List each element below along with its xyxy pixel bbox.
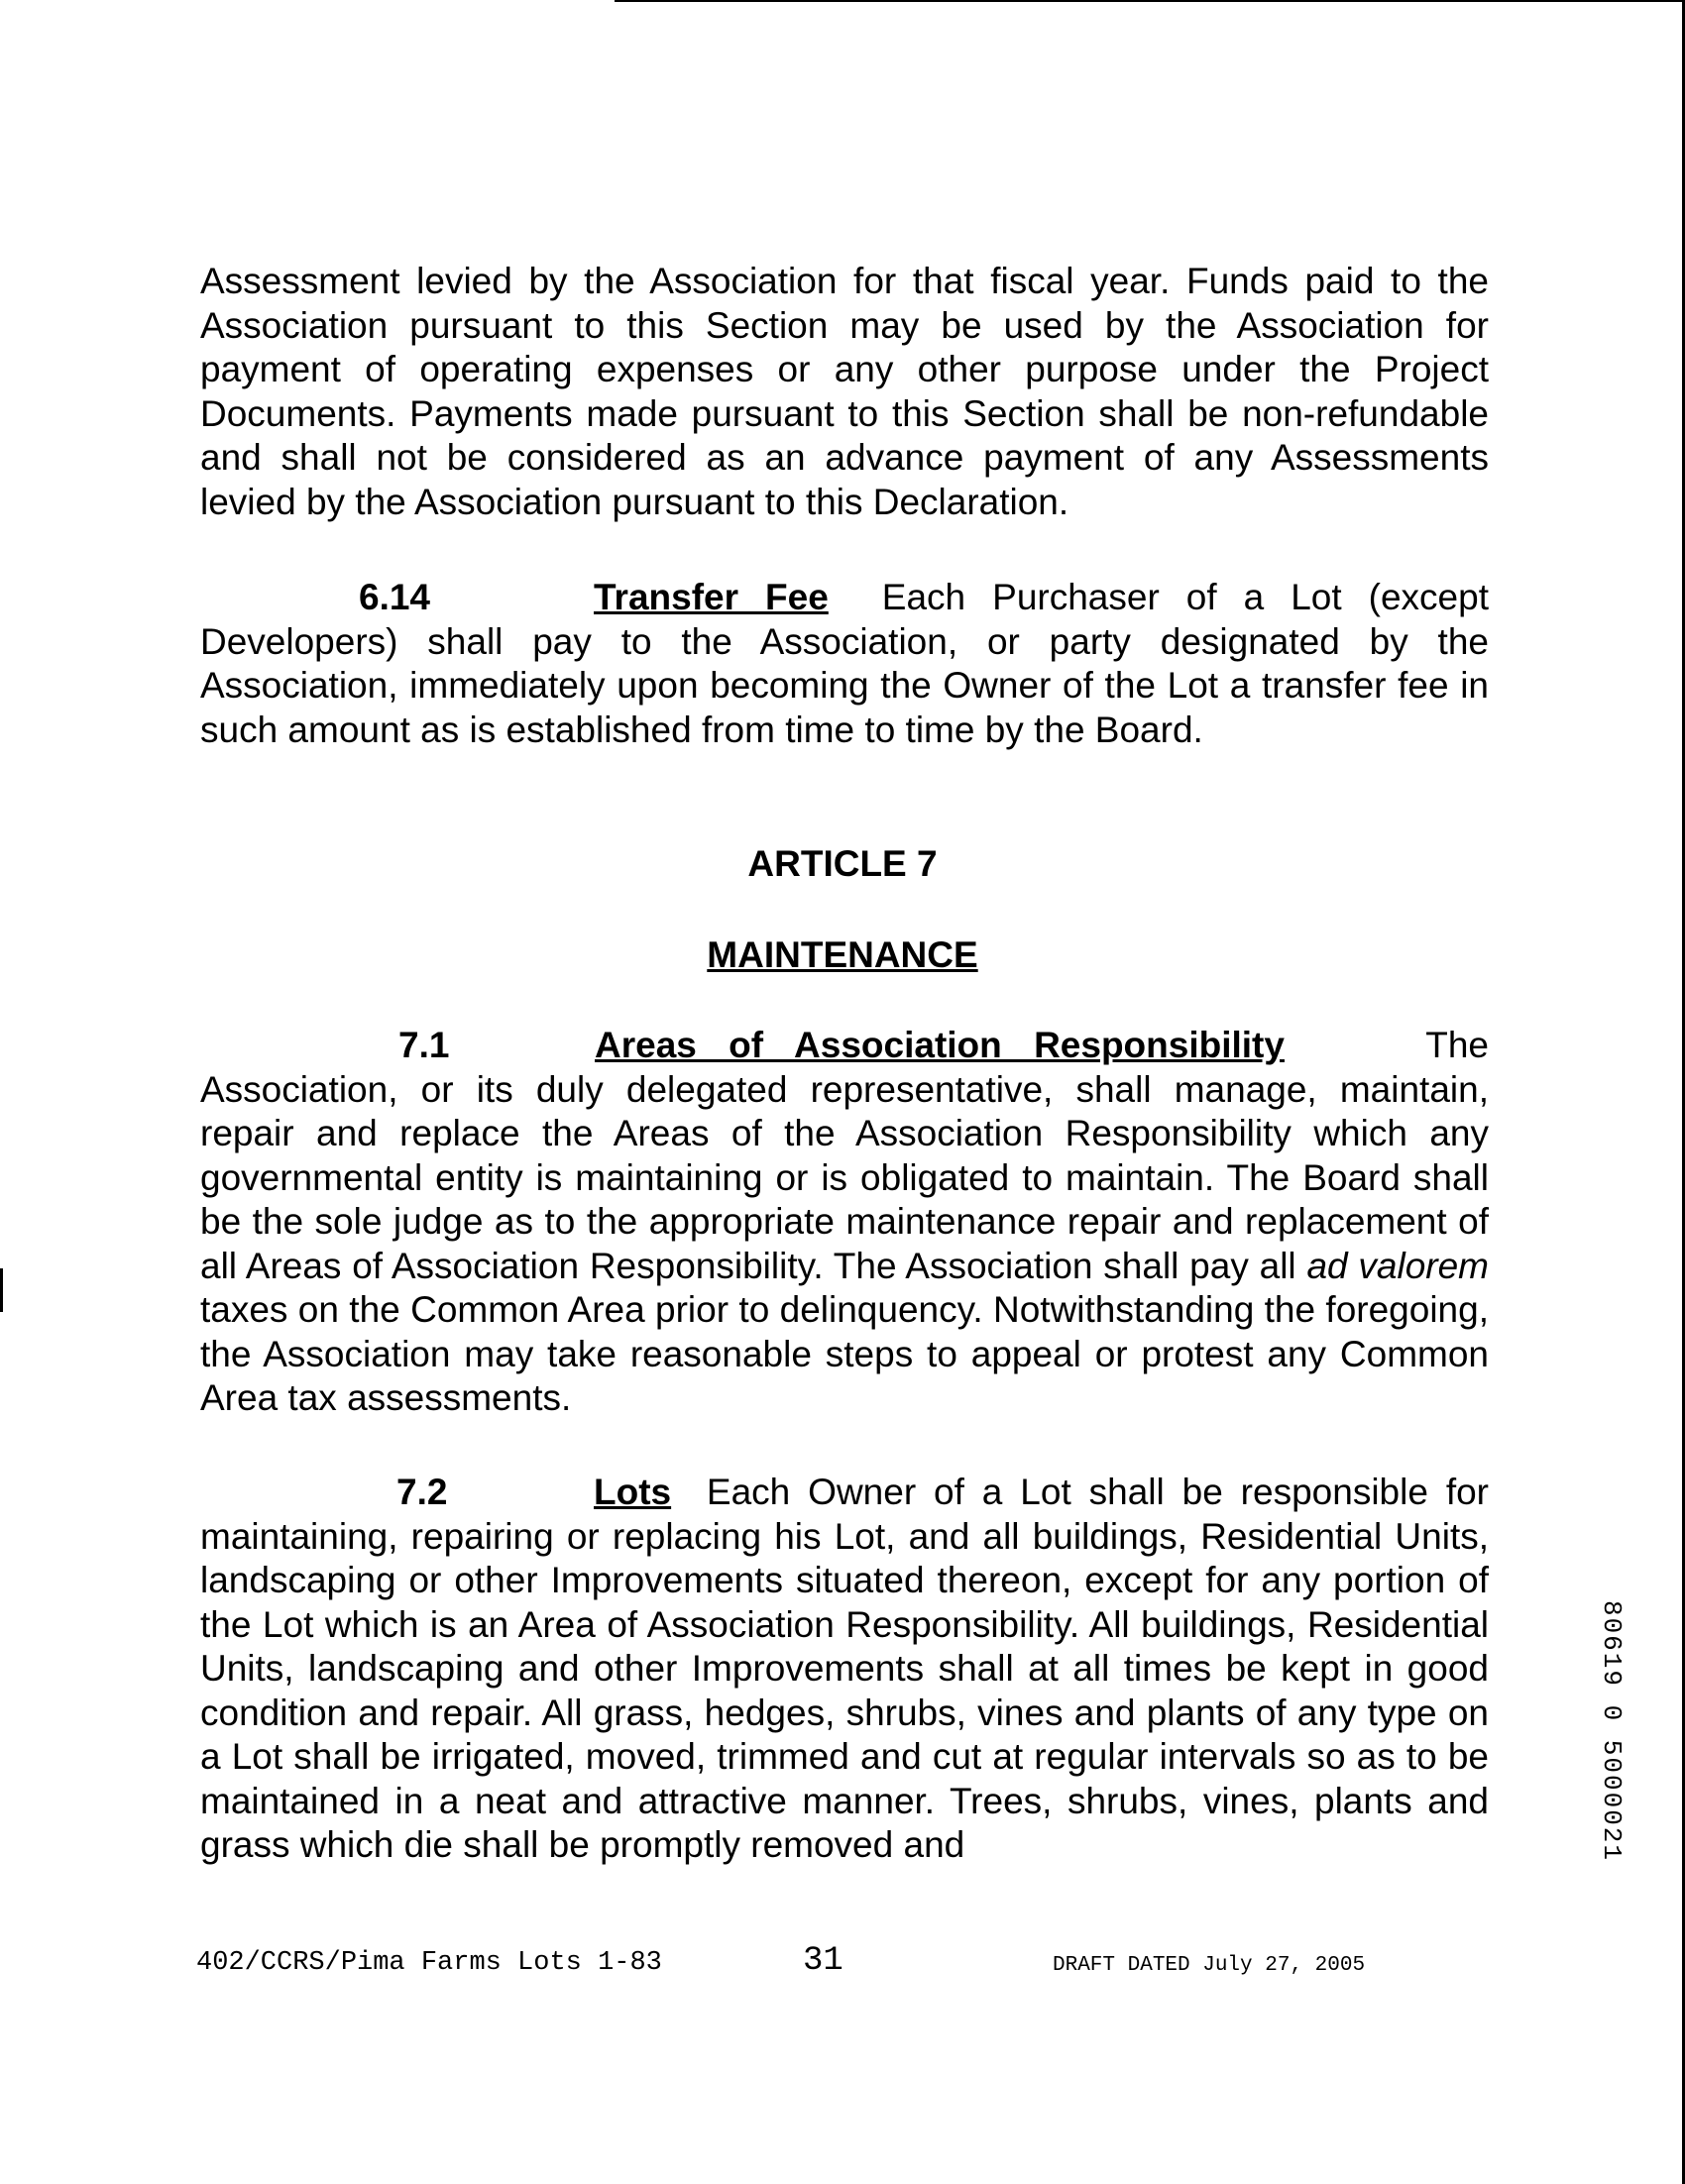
section-7-2 xyxy=(200,1471,1489,1868)
section-number: 6.14 xyxy=(359,577,431,617)
article-heading: ARTICLE 7 xyxy=(747,843,938,884)
section-text-part-2: taxes on the Common Area prior to delinquency. Notwithstanding the foregoing, the Association may take reasonable steps to appeal or protest any Common Area tax assessments. xyxy=(200,1289,1489,1418)
footer-page-number: 31 xyxy=(803,1942,843,1980)
continued-paragraph xyxy=(200,260,1489,524)
section-6-14 xyxy=(200,576,1489,752)
section-italic-term: ad valorem xyxy=(1306,1245,1489,1286)
top-border-line xyxy=(615,0,1685,2)
section-title: Transfer Fee xyxy=(594,577,829,617)
section-number: 7.1 xyxy=(398,1025,450,1065)
section-title: Lots xyxy=(594,1472,672,1512)
article-title xyxy=(0,934,1685,976)
continued-paragraph-text: Assessment levied by the Association for that fiscal year. Funds paid to the Association pursuant to this Section may be used by the Association for payment of operating expenses or any other purpose under the Project Documents. Payments made pursuant to this Section shall be non-refundable and shall not be considered as an advance payment of any Assessments levied by the Association pursuant to this Declaration. xyxy=(200,261,1489,522)
footer-file-reference: 402/CCRS/Pima Farms Lots 1-83 xyxy=(196,1948,662,1978)
section-text-part-1: The Association, or its duly delegated representative, shall manage, maintain, repair and replace the Areas of the Association Responsibility which any governmental entity is maintaining or is obligated to maintain. The Board shall be the sole judge as to the appropriate maintenance repair and replacement of all Areas of Association Responsibility. The Association shall pay all xyxy=(200,1025,1489,1286)
section-text: Each Owner of a Lot shall be responsible for maintaining, repairing or replacing his Lot, and all buildings, Residential Units, landscaping or other Improvements situated thereon, except for any portion of the Lot which is an Area of Association Responsibility. All buildings, Residential Units, landscaping and other Improvements shall at all times be kept in good condition and repair. All grass, hedges, shrubs, vines and plants of any type on a Lot shall be irrigated, moved, trimmed and cut at regular intervals so as to be maintained in a neat and attractive manner. Trees, shrubs, vines, plants and grass which die shall be promptly removed and xyxy=(200,1472,1489,1865)
section-number: 7.2 xyxy=(396,1472,448,1512)
article-title-text: MAINTENANCE xyxy=(707,934,978,975)
section-7-1 xyxy=(200,1024,1489,1421)
footer-draft-date: DRAFT DATED July 27, 2005 xyxy=(1053,1954,1366,1977)
section-title: Areas of Association Responsibility xyxy=(595,1025,1285,1065)
side-stamp-text: 80619 0 5000021 xyxy=(1597,1599,1627,1863)
section-text: Each Purchaser of a Lot (except Developers) shall pay to the Association, or party designated by the Association, immediately upon becoming the Owner of the Lot a transfer fee in such amount as is established from time to time by the Board. xyxy=(200,577,1489,750)
left-margin-mark xyxy=(0,1268,3,1312)
side-recording-stamp xyxy=(1598,1597,1626,1865)
